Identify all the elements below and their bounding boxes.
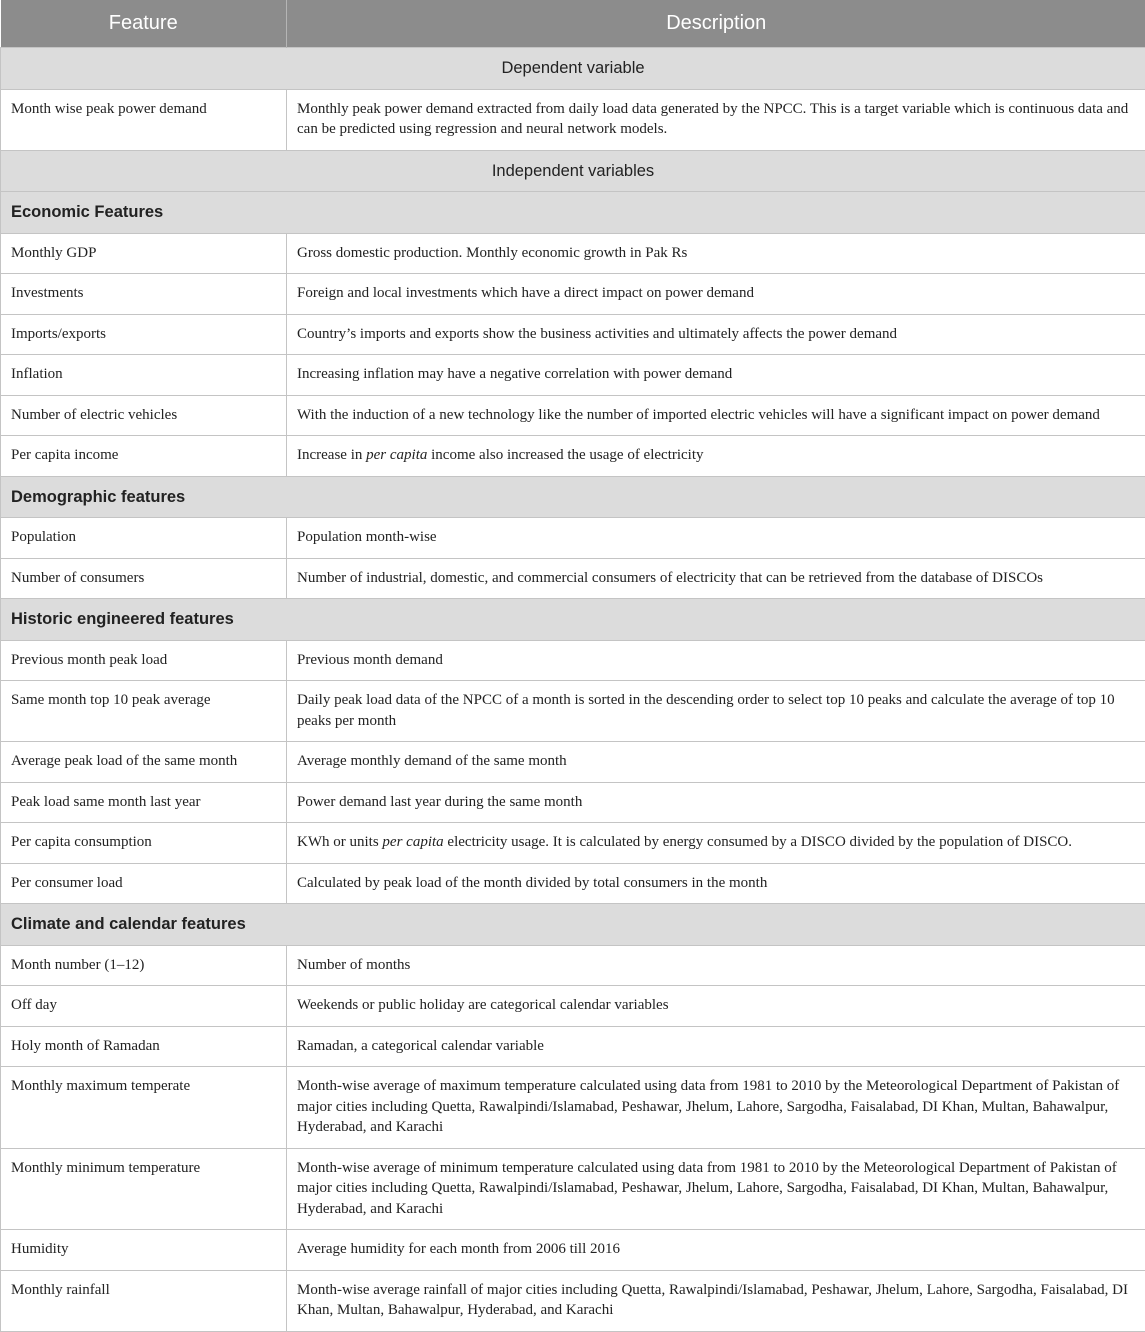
feature-cell: Monthly maximum temperate (1, 1067, 287, 1149)
feature-cell: Per capita consumption (1, 823, 287, 864)
description-cell: Country’s imports and exports show the business activities and ultimately affects the power demand (287, 314, 1145, 355)
table-row (1, 1026, 1145, 1067)
table-row (1, 1067, 1145, 1149)
table-row (1, 681, 1145, 742)
feature-cell: Peak load same month last year (1, 782, 287, 823)
feature-cell: Inflation (1, 355, 287, 396)
description-cell: Weekends or public holiday are categorical calendar variables (287, 986, 1145, 1027)
description-cell (287, 436, 1145, 477)
feature-cell: Per capita income (1, 436, 287, 477)
description-cell: Population month-wise (287, 518, 1145, 559)
description-emphasis: per capita (366, 447, 427, 463)
group-row-dependent (1, 48, 1145, 90)
table-row (1, 89, 1145, 150)
table-row (1, 233, 1145, 274)
description-cell: Average humidity for each month from 2006 till 2016 (287, 1230, 1145, 1271)
description-cell: Foreign and local investments which have a direct impact on power demand (287, 274, 1145, 315)
feature-cell: Previous month peak load (1, 640, 287, 681)
description-cell: With the induction of a new technology like the number of imported electric vehicles will have a significant impact on power demand (287, 395, 1145, 436)
table-row (1, 823, 1145, 864)
section-label: Economic Features (1, 192, 1145, 234)
feature-cell: Monthly rainfall (1, 1270, 287, 1331)
table-row (1, 436, 1145, 477)
description-cell: Power demand last year during the same month (287, 782, 1145, 823)
description-cell: Number of industrial, domestic, and commercial consumers of electricity that can be retrieved from the database of DISCOs (287, 558, 1145, 599)
table-row (1, 782, 1145, 823)
feature-cell: Month number (1–12) (1, 945, 287, 986)
table-row (1, 314, 1145, 355)
group-row-independent (1, 150, 1145, 192)
feature-column-header: Feature (1, 0, 287, 48)
feature-cell: Same month top 10 peak average (1, 681, 287, 742)
table-row (1, 640, 1145, 681)
feature-cell: Number of consumers (1, 558, 287, 599)
description-cell: Ramadan, a categorical calendar variable (287, 1026, 1145, 1067)
feature-cell: Investments (1, 274, 287, 315)
section-row-climate (1, 904, 1145, 946)
description-cell: Gross domestic production. Monthly economic growth in Pak Rs (287, 233, 1145, 274)
description-cell: Daily peak load data of the NPCC of a month is sorted in the descending order to select top 10 peaks and calculate the average of top 10 peaks per month (287, 681, 1145, 742)
feature-cell: Average peak load of the same month (1, 742, 287, 783)
feature-cell: Imports/exports (1, 314, 287, 355)
feature-cell: Month wise peak power demand (1, 89, 287, 150)
description-cell: Calculated by peak load of the month divided by total consumers in the month (287, 863, 1145, 904)
feature-cell: Humidity (1, 1230, 287, 1271)
feature-cell: Per consumer load (1, 863, 287, 904)
description-cell: Increasing inflation may have a negative correlation with power demand (287, 355, 1145, 396)
description-text: income also increased the usage of electricity (427, 447, 703, 463)
table-row (1, 1230, 1145, 1271)
feature-cell: Population (1, 518, 287, 559)
description-cell: Previous month demand (287, 640, 1145, 681)
description-cell: Monthly peak power demand extracted from daily load data generated by the NPCC. This is a target variable which is continuous data and can be predicted using regression and neural network models. (287, 89, 1145, 150)
section-label: Historic engineered features (1, 599, 1145, 641)
table-row (1, 274, 1145, 315)
table-row (1, 863, 1145, 904)
description-text: Increase in (297, 447, 366, 463)
group-label: Independent variables (1, 150, 1145, 192)
feature-cell: Off day (1, 986, 287, 1027)
feature-cell: Monthly GDP (1, 233, 287, 274)
group-label: Dependent variable (1, 48, 1145, 90)
section-label: Climate and calendar features (1, 904, 1145, 946)
table-row (1, 986, 1145, 1027)
feature-cell: Holy month of Ramadan (1, 1026, 287, 1067)
description-text: KWh or units (297, 834, 382, 850)
description-cell (287, 823, 1145, 864)
description-cell: Month-wise average of maximum temperature calculated using data from 1981 to 2010 by the Meteorological Department of Pakistan of major cities including Quetta, Rawalpindi/Islamabad, Peshawar, Jhelum, Lahore, Sargodha, Faisalabad, DI Khan, Multan, Bahawalpur, Hyderabad, and Karachi (287, 1067, 1145, 1149)
feature-cell: Number of electric vehicles (1, 395, 287, 436)
section-row-economic (1, 192, 1145, 234)
table-row (1, 945, 1145, 986)
description-cell: Month-wise average of minimum temperature calculated using data from 1981 to 2010 by the Meteorological Department of Pakistan of major cities including Quetta, Rawalpindi/Islamabad, Peshawar, Jhelum, Lahore, Sargodha, Faisalabad, DI Khan, Multan, Bahawalpur, Hyderabad, and Karachi (287, 1148, 1145, 1230)
section-label: Demographic features (1, 476, 1145, 518)
table-row (1, 742, 1145, 783)
table-row (1, 518, 1145, 559)
feature-cell: Monthly minimum temperature (1, 1148, 287, 1230)
section-row-historic (1, 599, 1145, 641)
description-column-header: Description (287, 0, 1145, 48)
table-row (1, 355, 1145, 396)
header-row (1, 0, 1145, 48)
table-row (1, 1148, 1145, 1230)
description-text: electricity usage. It is calculated by energy consumed by a DISCO divided by the population of DISCO. (444, 834, 1072, 850)
description-emphasis: per capita (382, 834, 443, 850)
table-row (1, 395, 1145, 436)
table-row (1, 558, 1145, 599)
table-row (1, 1270, 1145, 1331)
description-cell: Average monthly demand of the same month (287, 742, 1145, 783)
description-cell: Month-wise average rainfall of major cities including Quetta, Rawalpindi/Islamabad, Peshawar, Jhelum, Lahore, Sargodha, Faisalabad, DI Khan, Multan, Bahawalpur, Hyderabad, and Karachi (287, 1270, 1145, 1331)
section-row-demographic (1, 476, 1145, 518)
description-cell: Number of months (287, 945, 1145, 986)
